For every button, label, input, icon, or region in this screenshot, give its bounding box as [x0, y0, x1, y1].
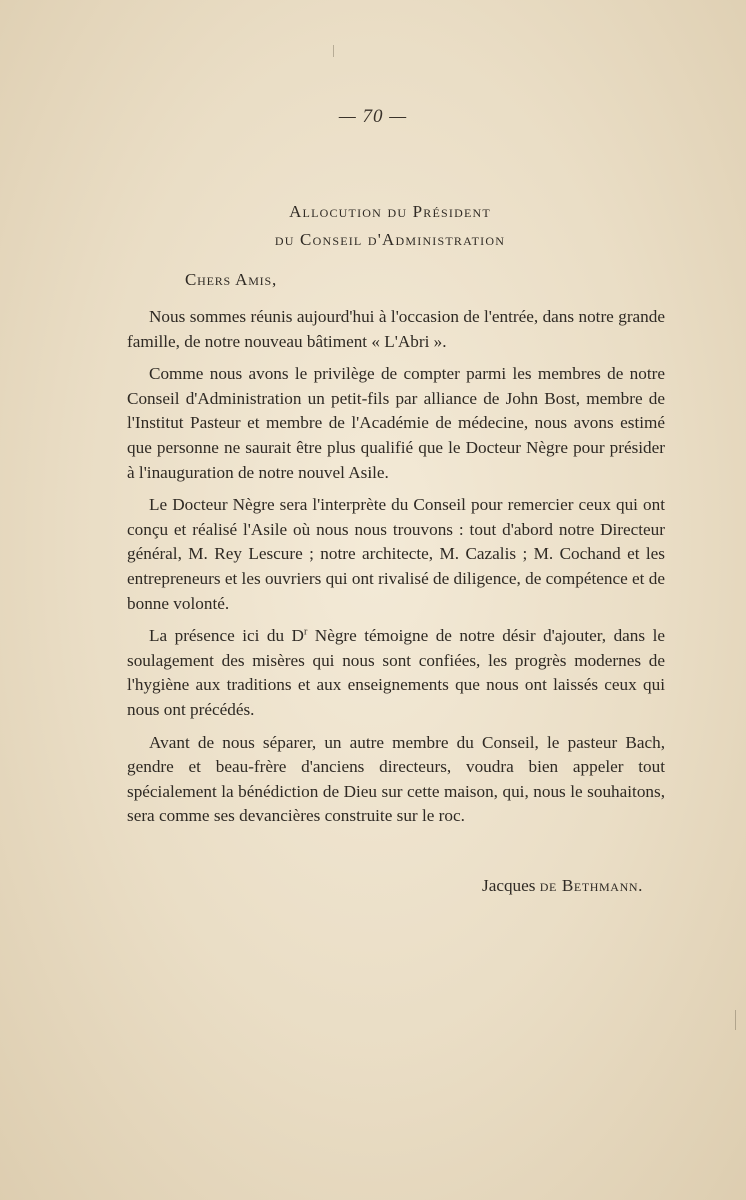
page-number: — 70 — [338, 106, 408, 127]
salutation: Chers Amis, [185, 270, 277, 289]
paragraph-text: La présence ici du D [149, 626, 304, 646]
paragraph: Nous sommes réunis aujourd'hui à l'occasion de l'entrée, dans notre grande famille, de notre nouveau bâtiment « L'Abri ». [127, 307, 665, 351]
signature [482, 876, 643, 896]
signature-surname: de Bethmann. [539, 876, 643, 895]
paragraph: Comme nous avons le privilège de compter parmi les membres de notre Conseil d'Administration un petit-fils par alliance de John Bost, membre de l'Institut Pasteur et membre de l'Académie de médecine, nous avons estimé que personne ne saurait être plus qualifié que le Docteur Nègre pour présider à l'inauguration de notre nouvel Asile. [127, 364, 665, 482]
paragraph: Avant de nous séparer, un autre membre du Conseil, le pasteur Bach, gendre et beau-frère d'anciens directeurs, voudra bien appeler tout spécialement la bénédiction de Dieu sur cette maison, qui, nous le souhaitons, sera comme ses devancières construite sur le roc. [127, 732, 665, 826]
signature-first-name: Jacques [482, 876, 540, 895]
superscript: r [303, 626, 308, 638]
section-heading-line2: du Conseil d'Administration [274, 230, 506, 249]
paragraph-text: Nègre témoigne de notre désir d'ajouter, dans le soulagement des misères qui nous sont confiées, les progrès modernes de l'hygiène aux traditions et aux enseignements que nous ont laissés ceux qui nous ont précédés. [127, 626, 665, 719]
paragraph [127, 624, 665, 722]
speech-body [127, 305, 665, 837]
paragraph: Le Docteur Nègre sera l'interprète du Conseil pour remercier ceux qui ont conçu et réalisé l'Asile où nous nous trouvons : tout d'abord notre Directeur général, M. Rey Lescure ; notre architecte, M. Cazalis ; M. Cochand et les entrepreneurs et les ouvriers qui ont rivalisé de diligence, de compétence et de bonne volonté. [127, 495, 665, 613]
section-heading-line1: Allocution du Président [289, 202, 491, 221]
paper-mark [333, 45, 334, 57]
paper-mark [735, 1010, 736, 1030]
